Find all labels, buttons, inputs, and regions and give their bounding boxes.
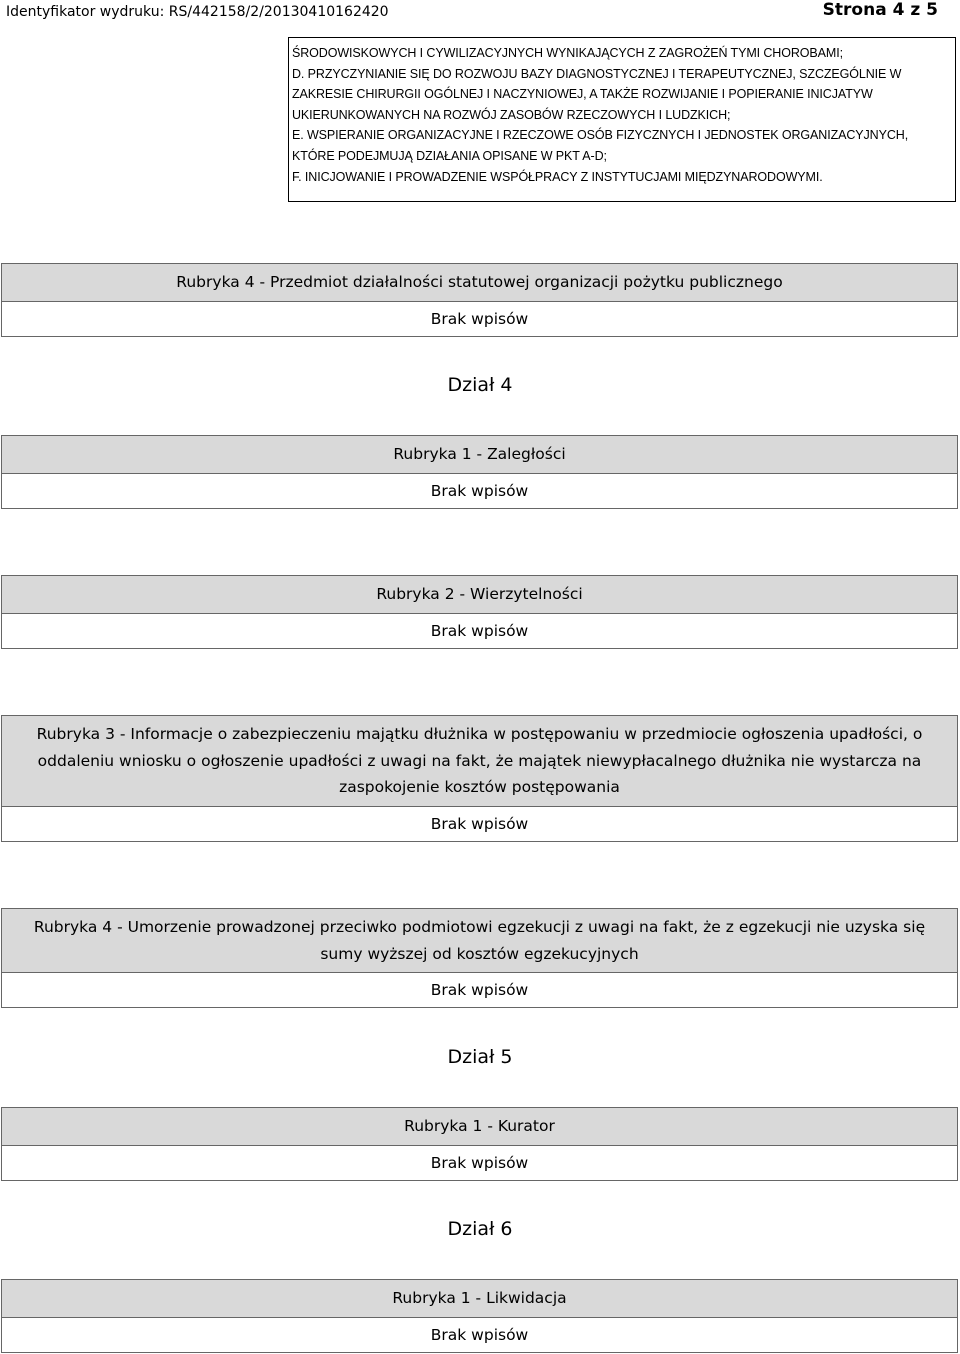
rubric-opp-activity [1, 263, 958, 337]
rubric-title: Rubryka 2 - Wierzytelności [376, 585, 583, 603]
rubric-entry: Brak wpisów [2, 972, 957, 1007]
section-heading-dzial-4: Dział 4 [447, 374, 513, 396]
rubric-entry: Brak wpisów [2, 806, 957, 841]
rubric-title: Rubryka 1 - Likwidacja [392, 1289, 567, 1307]
continuation-line: F. INICJOWANIE I PROWADZENIE WSPÓŁPRACY Z INSTYTUCJAMI MIĘDZYNARODOWYMI. [292, 169, 823, 184]
rubric-enforcement-discontinued [1, 908, 958, 1008]
rubric-title: Rubryka 1 - Zaległości [393, 445, 566, 463]
rubric-title-line: oddaleniu wniosku o ogłoszenie upadłości z uwagi na fakt, że majątek niewypłacalnego dłużnika nie wystarcza na [37, 751, 922, 770]
section-heading-dzial-6: Dział 6 [447, 1218, 513, 1240]
rubric-curator [1, 1107, 958, 1181]
continuation-line: KTÓRE PODEJMUJĄ DZIAŁANIA OPISANE W PKT A-D; [292, 148, 607, 163]
rubric-entry: Brak wpisów [2, 473, 957, 508]
rubric-title [2, 716, 957, 806]
continuation-line: ŚRODOWISKOWYCH I CYWILIZACYJNYCH WYNIKAJĄCYCH Z ZAGROŻEŃ TYMI CHOROBAMI; [292, 46, 843, 60]
continuation-line: ZAKRESIE CHIRURGII OGÓLNEJ I NACZYNIOWEJ, A TAKŻE ROZWIJANIE I POPIERANIE INICJATYW [292, 87, 873, 102]
rubric-title: Rubryka 4 - Przedmiot działalności statutowej organizacji pożytku publicznego [176, 273, 783, 291]
rubric-entry: Brak wpisów [2, 1145, 957, 1180]
rubric-arrears [1, 435, 958, 509]
rubric-receivables [1, 575, 958, 649]
page-header [0, 0, 960, 24]
continued-activity-box [288, 37, 956, 202]
continuation-line: E. WSPIERANIE ORGANIZACYJNE I RZECZOWE OSÓB FIZYCZNYCH I JEDNOSTEK ORGANIZACYJNYCH, [292, 128, 909, 143]
rubric-liquidation [1, 1279, 958, 1353]
rubric-title-line: sumy wyższej od kosztów egzekucyjnych [320, 944, 639, 963]
continuation-line: UKIERUNKOWANYCH NA ROZWÓJ ZASOBÓW RZECZOWYCH I LUDZKICH; [292, 107, 731, 122]
rubric-title: Rubryka 1 - Kurator [404, 1117, 555, 1135]
rubric-entry: Brak wpisów [2, 1317, 957, 1352]
rubric-asset-security [1, 715, 958, 842]
continuation-line: D. PRZYCZYNIANIE SIĘ DO ROZWOJU BAZY DIAGNOSTYCZNEJ I TERAPEUTYCZNEJ, SZCZEGÓLNIE W [292, 66, 902, 81]
rubric-title-line: zaspokojenie kosztów postępowania [339, 778, 620, 796]
section-heading-dzial-5: Dział 5 [447, 1046, 513, 1068]
page-number: Strona 4 z 5 [822, 0, 938, 20]
rubric-entry: Brak wpisów [2, 301, 957, 336]
rubric-title-line: Rubryka 3 - Informacje o zabezpieczeniu majątku dłużnika w postępowaniu w przedmiocie ogłoszenia upadłości, o [36, 725, 923, 743]
rubric-title [2, 909, 957, 972]
rubric-entry: Brak wpisów [2, 613, 957, 648]
rubric-title-line: Rubryka 4 - Umorzenie prowadzonej przeciwko podmiotowi egzekucji z uwagi na fakt, że z egzekucji nie uzyska się [33, 918, 926, 936]
print-identifier: Identyfikator wydruku: RS/442158/2/20130410162420 [6, 4, 389, 20]
